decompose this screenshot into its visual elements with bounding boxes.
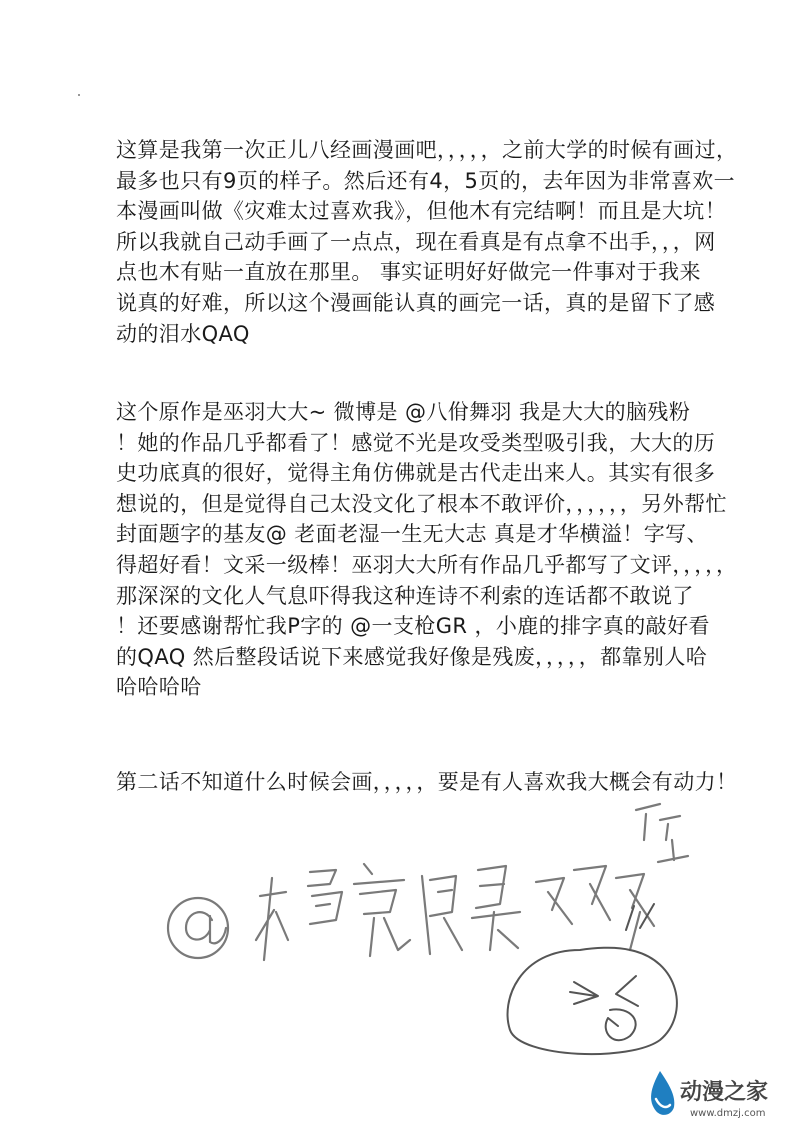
paragraph-credits (116, 397, 776, 703)
text-line: 所以我就自己动手画了一点点，现在看真是有点拿不出手，，，网 (116, 229, 716, 254)
brand-url: www.dmzj.com (690, 1108, 766, 1119)
text-line: 最多也只有9页的样子。然后还有4，5页的，去年因为非常喜欢一 (116, 168, 736, 193)
text-line: 想说的，但是觉得自己太没文化了根本不敢评价，，，，，，另外帮忙 (116, 491, 727, 516)
signature-scribble (256, 804, 688, 960)
scan-speck (78, 94, 80, 96)
text-line: 哈哈哈哈 (116, 675, 202, 700)
text-line: 那深深的文化人气息吓得我这种连诗不利索的连话都不敢说了 (116, 583, 694, 608)
text-line: 说真的好难，所以这个漫画能认真的画完一话，真的是留下了感 (116, 290, 716, 315)
paragraph-next-chapter (116, 767, 776, 798)
brand-name: 动漫之家 (680, 1080, 769, 1105)
text-line: 动的泪水QAQ (116, 321, 250, 346)
text-line: ！她的作品几乎都看了！感觉不光是攻受类型吸引我，大大的历 (116, 430, 716, 455)
at-sign-icon (168, 898, 228, 958)
text-line: 这算是我第一次正儿八经画漫画吧，，，，，之前大学的时候有画过， (116, 138, 738, 162)
text-line: 本漫画叫做《灾难太过喜欢我》，但他木有完结啊！而且是大坑！ (116, 199, 727, 224)
text-line: 封面题字的基友@ 老面老湿一生无大志 真是才华横溢！字写、 (116, 522, 708, 547)
text-line: 点也木有贴一直放在那里。 事实证明好好做完一件事对于我来 (116, 260, 701, 285)
text-line: ！还要感谢帮忙我P字的 @一支枪GR ，小鹿的排字真的敲好看 (116, 614, 710, 639)
paragraph-intro (116, 135, 776, 349)
chick-doodle-icon (508, 904, 677, 1054)
text-line: 的QAQ 然后整段话说下来感觉我好像是残废，，，，，都靠别人哈 (116, 644, 708, 669)
handwritten-signature (160, 800, 720, 1060)
text-line: 史功底真的很好，觉得主角仿佛就是古代走出来人。其实有很多 (116, 461, 716, 486)
text-line: 第二话不知道什么时候会画，，，，，要是有人喜欢我大概会有动力！ (116, 770, 738, 794)
leaf-drop-icon (651, 1071, 674, 1115)
text-line: 这个原作是巫羽大大~ 微博是 @八佾舞羽 我是大大的脑残粉 (116, 400, 691, 424)
dmzj-watermark-logo (648, 1063, 788, 1125)
text-line: 得超好看！文采一级棒！巫羽大大所有作品几乎都写了文评，，，，， (116, 552, 738, 577)
